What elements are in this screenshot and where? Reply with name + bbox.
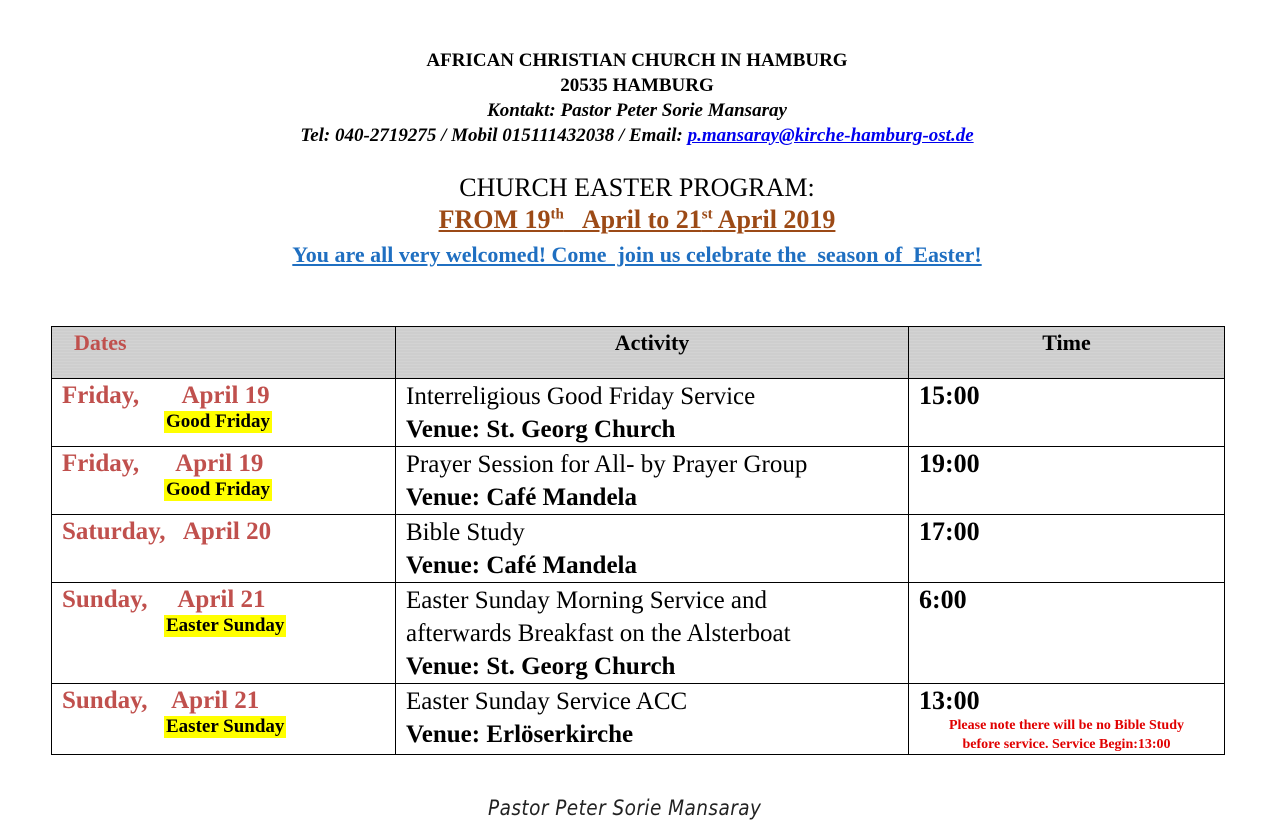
time-text: 13:00 (919, 686, 980, 715)
activity-text: Easter Sunday Morning Service and (406, 587, 768, 614)
activity-text: Easter Sunday Service ACC (406, 688, 688, 715)
venue-text: Venue: St. Georg Church (406, 653, 676, 680)
date-text: Friday, April 19 (62, 382, 270, 409)
column-header-activity: Activity (396, 327, 909, 379)
date-cell (52, 583, 396, 684)
venue-text: Venue: Café Mandela (406, 552, 638, 579)
activity-text: Prayer Session for All- by Prayer Group (406, 451, 808, 478)
occasion-badge: Easter Sunday (166, 716, 285, 737)
time-cell (909, 684, 1225, 755)
postcode-city: 20535 HAMBURG (560, 75, 714, 96)
column-header-time: Time (909, 327, 1225, 379)
date-text: Sunday, April 21 (62, 687, 260, 714)
tel-email-line (0, 125, 1274, 147)
table-row (52, 515, 1225, 583)
occasion-badge: Easter Sunday (166, 615, 285, 636)
time-cell (909, 515, 1225, 583)
venue-text: Venue: Erlöserkirche (406, 721, 634, 748)
contact-line: Kontakt: Pastor Peter Sorie Mansaray (487, 100, 787, 121)
activity-cell (396, 583, 909, 684)
table-row (52, 583, 1225, 684)
time-cell (909, 379, 1225, 447)
program-dates: FROM 19th April to 21st April 2019 (438, 205, 836, 234)
date-cell (52, 379, 396, 447)
email-link[interactable]: p.mansaray@kirche-hamburg-ost.de (687, 125, 974, 146)
table-header-row (52, 327, 1225, 379)
activity-cell (396, 379, 909, 447)
activity-text: Interreligious Good Friday Service (406, 383, 756, 410)
venue-text: Venue: Café Mandela (406, 484, 638, 511)
venue-text: Venue: St. Georg Church (406, 416, 676, 443)
table-row (52, 447, 1225, 515)
date-cell (52, 515, 396, 583)
time-text: 15:00 (919, 381, 980, 410)
date-text: Friday, April 19 (62, 450, 264, 477)
date-cell (52, 684, 396, 755)
column-header-dates: Dates (52, 327, 396, 379)
table-row (52, 379, 1225, 447)
date-cell (52, 447, 396, 515)
occasion-badge: Good Friday (166, 411, 270, 432)
date-text: Sunday, April 21 (62, 586, 266, 613)
program-title: CHURCH EASTER PROGRAM: (459, 173, 815, 202)
time-text: 6:00 (919, 585, 967, 614)
welcome-message: You are all very welcomed! Come join us celebrate the season of Easter! (292, 242, 982, 267)
activity-cell (396, 447, 909, 515)
time-text: 19:00 (919, 449, 980, 478)
service-note: Please note there will be no Bible Study before service. Service Begin:13:00 (948, 718, 1185, 752)
activity-text: Bible Study (406, 519, 525, 546)
table-row (52, 684, 1225, 755)
activity-cell (396, 684, 909, 755)
occasion-badge: Good Friday (166, 479, 270, 500)
schedule-table (51, 326, 1225, 755)
time-cell (909, 583, 1225, 684)
time-text: 17:00 (919, 517, 980, 546)
date-text: Saturday, April 20 (62, 518, 272, 545)
org-name: AFRICAN CHRISTIAN CHURCH IN HAMBURG (426, 50, 848, 71)
pastor-signature: Pastor Peter Sorie Mansaray (488, 796, 762, 820)
activity-cell (396, 515, 909, 583)
time-cell (909, 447, 1225, 515)
tel-prefix: Tel: 040-2719275 / Mobil 015111432038 / Email: (300, 125, 688, 146)
activity-text: afterwards Breakfast on the Alsterboat (406, 620, 791, 647)
